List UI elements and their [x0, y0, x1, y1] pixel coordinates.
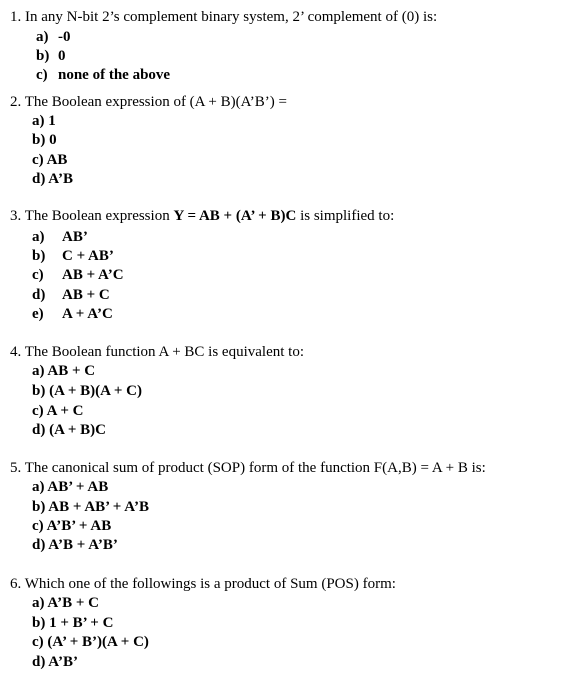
question-5-option-d: d) A’B + A’B’ [32, 537, 118, 553]
question-6-option-a: a) A’B + C [32, 595, 100, 611]
question-1-text: 1. In any N-bit 2’s complement binary system, 2’ complement of (0) is: [10, 9, 438, 25]
question-1-option-b: b) 0 [36, 48, 66, 64]
question-3-option-a: a) AB’ [32, 229, 88, 245]
question-1-option-a: a) -0 [36, 29, 71, 45]
question-4-option-c: c) A + C [32, 403, 84, 419]
question-2-option-c: c) AB [32, 152, 68, 168]
question-2-option-b: b) 0 [32, 132, 57, 148]
question-3-option-e: e) A + A’C [32, 306, 113, 322]
question-6-option-b: b) 1 + B’ + C [32, 615, 114, 631]
question-6-option-d: d) A’B’ [32, 654, 78, 670]
question-3-text: 3. The Boolean expression Y = AB + (A’ + B)C is simplified to: [10, 208, 395, 224]
question-5-option-b: b) AB + AB’ + A’B [32, 499, 149, 515]
question-5-option-a: a) AB’ + AB [32, 479, 109, 495]
question-6-option-c: c) (A’ + B’)(A + C) [32, 634, 149, 650]
question-5-option-c: c) A’B’ + AB [32, 518, 112, 534]
question-2-option-d: d) A’B [32, 171, 73, 187]
question-6-text: 6. Which one of the followings is a product of Sum (POS) form: [10, 576, 396, 592]
question-3-option-c: c) AB + A’C [32, 267, 124, 283]
question-4-text: 4. The Boolean function A + BC is equivalent to: [10, 344, 304, 360]
question-3-option-b: b) C + AB’ [32, 248, 114, 264]
question-1-option-c: c) none of the above [36, 67, 171, 83]
question-2-text: 2. The Boolean expression of (A + B)(A’B’) = [10, 94, 288, 110]
question-4-option-d: d) (A + B)C [32, 422, 106, 438]
question-2-option-a: a) 1 [32, 113, 56, 129]
question-4-option-b: b) (A + B)(A + C) [32, 383, 143, 399]
question-3-expression: Y = AB + (A’ + B)C [173, 208, 297, 224]
question-4-option-a: a) AB + C [32, 363, 96, 379]
question-3-option-d: d) AB + C [32, 287, 110, 303]
question-5-text: 5. The canonical sum of product (SOP) form of the function F(A,B) = A + B is: [10, 460, 486, 476]
